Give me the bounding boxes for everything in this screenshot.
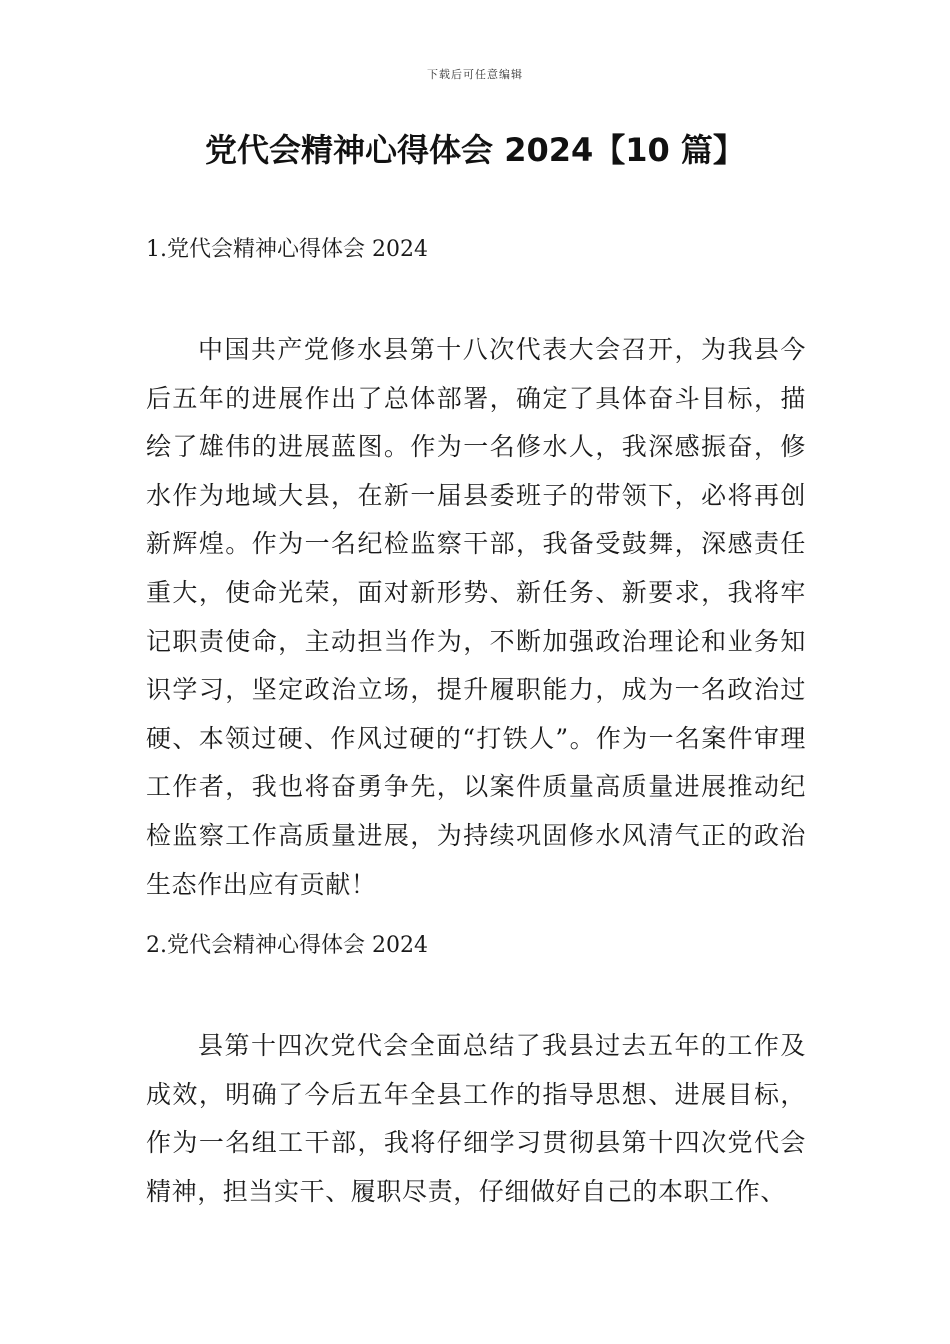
section-2-paragraph: 县第十四次党代会全面总结了我县过去五年的工作及成效，明确了今后五年全县工作的指导思想、进展目标，作为一名组工干部，我将仔细学习贯彻县第十四次党代会精神，担当实干、履职尽责，仔细做好自己的本职工作、: [146, 1031, 806, 1206]
document-title: 党代会精神心得体会 2024【10 篇】: [205, 131, 745, 169]
section-2-heading: 2.党代会精神心得体会 2024: [146, 933, 428, 958]
section-1-paragraph: 中国共产党修水县第十八次代表大会召开，为我县今后五年的进展作出了总体部署，确定了具体奋斗目标，描绘了雄伟的进展蓝图。作为一名修水人，我深感振奋，修水作为地域大县，在新一届县委班子的带领下，必将再创新辉煌。作为一名纪检监察干部，我备受鼓舞，深感责任重大，使命光荣，面对新形势、新任务、新要求，我将牢记职责使命，主动担当作为，不断加强政治理论和业务知识学习，坚定政治立场，提升履职能力，成为一名政治过硬、本领过硬、作风过硬的“打铁人”。作为一名案件审理工作者，我也将奋勇争先，以案件质量高质量进展推动纪检监察工作高质量进展，为持续巩固修水风清气正的政治生态作出应有贡献！: [146, 335, 806, 899]
header-note: 下载后可任意编辑: [427, 68, 523, 81]
section-1-heading: 1.党代会精神心得体会 2024: [146, 237, 428, 262]
